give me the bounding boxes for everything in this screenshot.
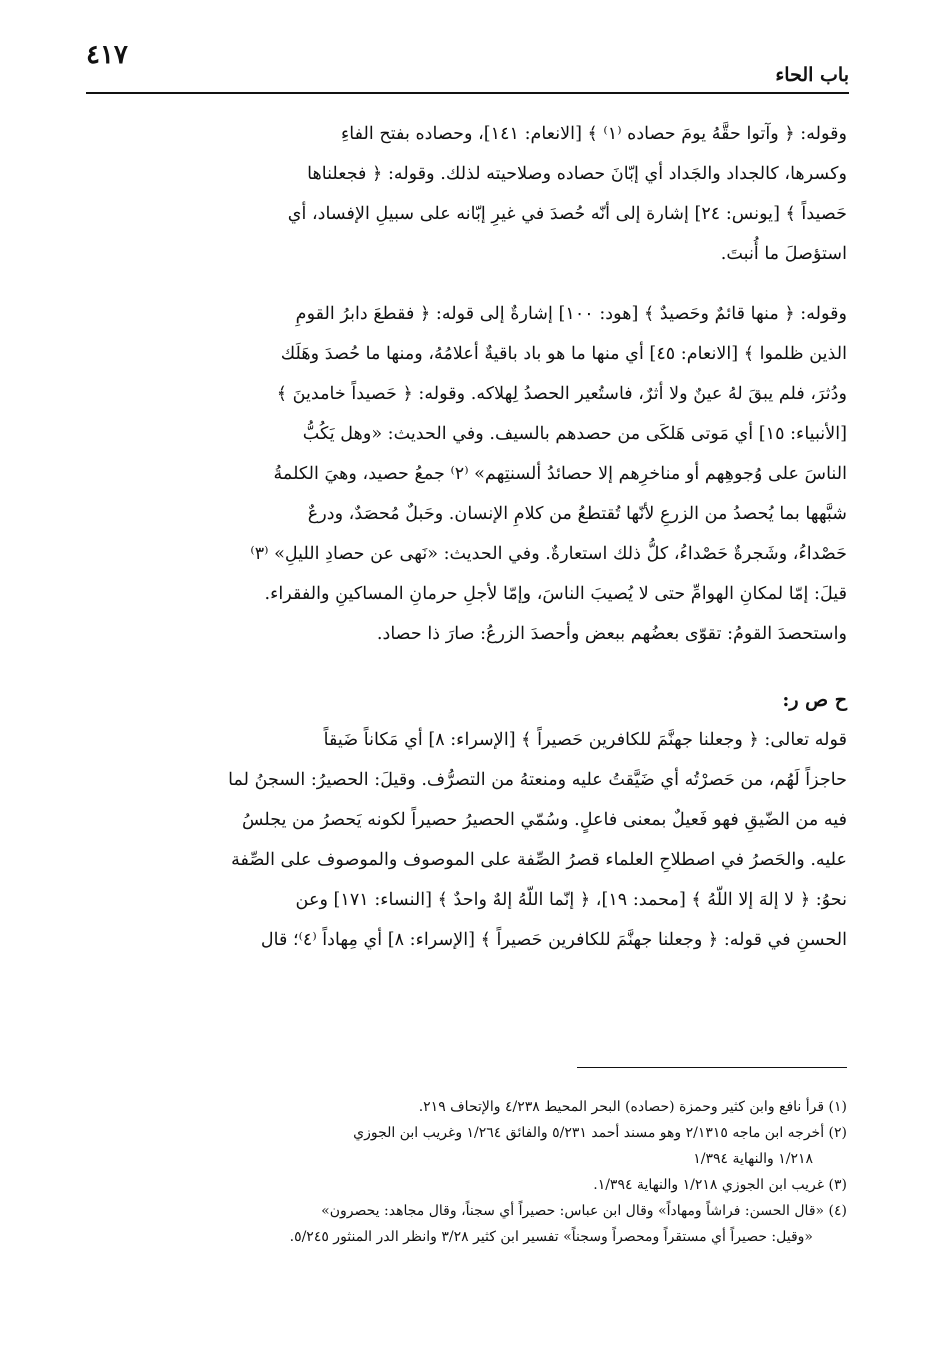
- text-line: واستحصدَ القومُ: تقوّى بعضُهم ببعض وأحصدَ الزرعُ: صارَ ذا حصاد.: [376, 624, 847, 644]
- text-line: استؤصلَ ما أُنبتَ.: [720, 244, 847, 264]
- text-line: وكسرها، كالجداد والجَداد أي إبّانَ حصاده وصلاحيته لذلك. وقوله: ﴿ فجعلناها: [307, 164, 847, 184]
- footnote: (٤) «قال الحسن: فراشاً ومهاداً» وقال ابن عباس: حصيراً أي سجناً، وقال مجاهد: يحصرون»: [321, 1203, 847, 1219]
- text-line: الناسَ على وُجوهِهم أو مناخرِهم إلا حصائدُ ألسنتِهم» ⁽٢⁾ جمعُ حصيد، وهيَ الكلمةُ: [273, 464, 847, 484]
- footnote-continuation: «وقيل: حصيراً أي مستقراً ومحصراً وسجناً» تفسير ابن كثير ٣/٢٨ وانظر الدر المنثور ٥/٢٤٥.: [289, 1229, 813, 1245]
- header-divider: [86, 92, 849, 94]
- footnote: (٣) غريب ابن الجوزي ١/٢١٨ والنهاية ١/٣٩٤.: [593, 1177, 847, 1193]
- paragraph: [74, 114, 847, 274]
- footnote-divider: [577, 1067, 847, 1068]
- footnote: (٢) أخرجه ابن ماجه ٢/١٣١٥ وهو مسند أحمد ٥/٢٣١ والفائق ١/٢٦٤ وغريب ابن الجوزي: [353, 1125, 847, 1141]
- footnotes: [72, 1094, 847, 1250]
- text-line: الحسنِ في قوله: ﴿ وجعلنا جهنَّمَ للكافرين حَصيراً ﴾ [الإسراء: ٨] أي مِهاداً ⁽٤⁾؛ قال: [260, 930, 847, 950]
- text-line: قيلَ: إمّا لمكانِ الهوامِّ حتى لا يُصيبَ الناسَ، وإمّا لأجلِ حرمانِ المساكينِ والفقراء.: [264, 584, 847, 604]
- text-line: الذين ظلموا ﴾ [الانعام: ٤٥] أي منها ما هو باد باقيةٌ أعلامُهُ، ومنها ما حُصدَ وهَلَك: [280, 344, 847, 364]
- chapter-title: باب الحاء: [775, 64, 849, 86]
- text-line: وقوله: ﴿ منها قائمٌ وحَصيدٌ ﴾ [هود: ١٠٠] إشارةٌ إلى قوله: ﴿ فقطعَ دابرُ القومِ: [295, 304, 847, 324]
- text-line: شبَّهها بما يُحصدُ من الزرعِ لأنّها تُقتطعُ من كلامِ الإنسان. وحَبلٌ مُحصَدٌ، ودرعٌ: [307, 504, 847, 524]
- main-text: [74, 114, 847, 960]
- text-line: نحوُ: ﴿ لا إلهَ إلا اللّهُ ﴾ [محمد: ١٩]، ﴿ إنّما اللّهُ إلهٌ واحدٌ ﴾ [النساء: ١٧١] وعن: [295, 890, 847, 910]
- text-line: [الأنبياء: ١٥] أي مَوتى هَلكَى من حصدهم بالسيف. وفي الحديث: «وهل يَكُبُّ: [302, 424, 847, 444]
- page-number: ٤١٧: [86, 40, 128, 70]
- text-line: حاجزاً لَهُم، من حَصرْتُه أي ضَيَّقتُ عليه ومنعتهُ من التصرُّف. وقيلَ: الحصيرُ: السجنُ لما: [228, 770, 847, 790]
- page-header: [86, 40, 849, 90]
- paragraph: [74, 720, 847, 960]
- text-line: عليه. والحَصرُ في اصطلاحِ العلماء قصرُ الصِّفة على الموصوف والموصوف على الصِّفة: [231, 850, 847, 870]
- text-line: حَصْداءُ، وشَجرةٌ حَصْداءُ، كلُّ ذلك استعارةٌ. وفي الحديث: «نَهى عن حصادِ الليلِ» ⁽٣⁾: [250, 544, 847, 564]
- footnote: (١) قرأ نافع وابن كثير وحمزة (حصاده) البحر المحيط ٤/٢٣٨ والإتحاف ٢١٩.: [418, 1099, 847, 1115]
- section-heading: ح ص ر:: [782, 689, 847, 711]
- footnote-continuation: ١/٢١٨ والنهاية ١/٣٩٤: [693, 1151, 813, 1167]
- paragraph: [74, 294, 847, 654]
- text-line: ودُثرَ، فلم يبقَ لهُ عينٌ ولا أثرٌ، فاستُعير الحصدُ لِهلاكه. وقوله: ﴿ حَصيداً خامدينَ ﴾: [276, 384, 847, 404]
- text-line: قوله تعالى: ﴿ وجعلنا جهنَّمَ للكافرين حَصيراً ﴾ [الإسراء: ٨] أي مَكاناً ضَيقاً: [323, 730, 847, 750]
- text-line: فيه من الضّيقِ فهو فَعيلٌ بمعنى فاعلٍ. وسُمّي الحصيرُ حصيراً لكونه يَحصرُ من يجلسُ: [241, 810, 847, 830]
- text-line: حَصيداً ﴾ [يونس: ٢٤] إشارة إلى أنّه حُصدَ في غيرِ إبّانه على سبيلِ الإفساد، أي: [287, 204, 847, 224]
- text-line: وقوله: ﴿ وآتوا حقَّهُ يومَ حصاده ⁽١⁾ ﴾ [الانعام: ١٤١]، وحصاده بفتح الفاءِ: [341, 124, 847, 144]
